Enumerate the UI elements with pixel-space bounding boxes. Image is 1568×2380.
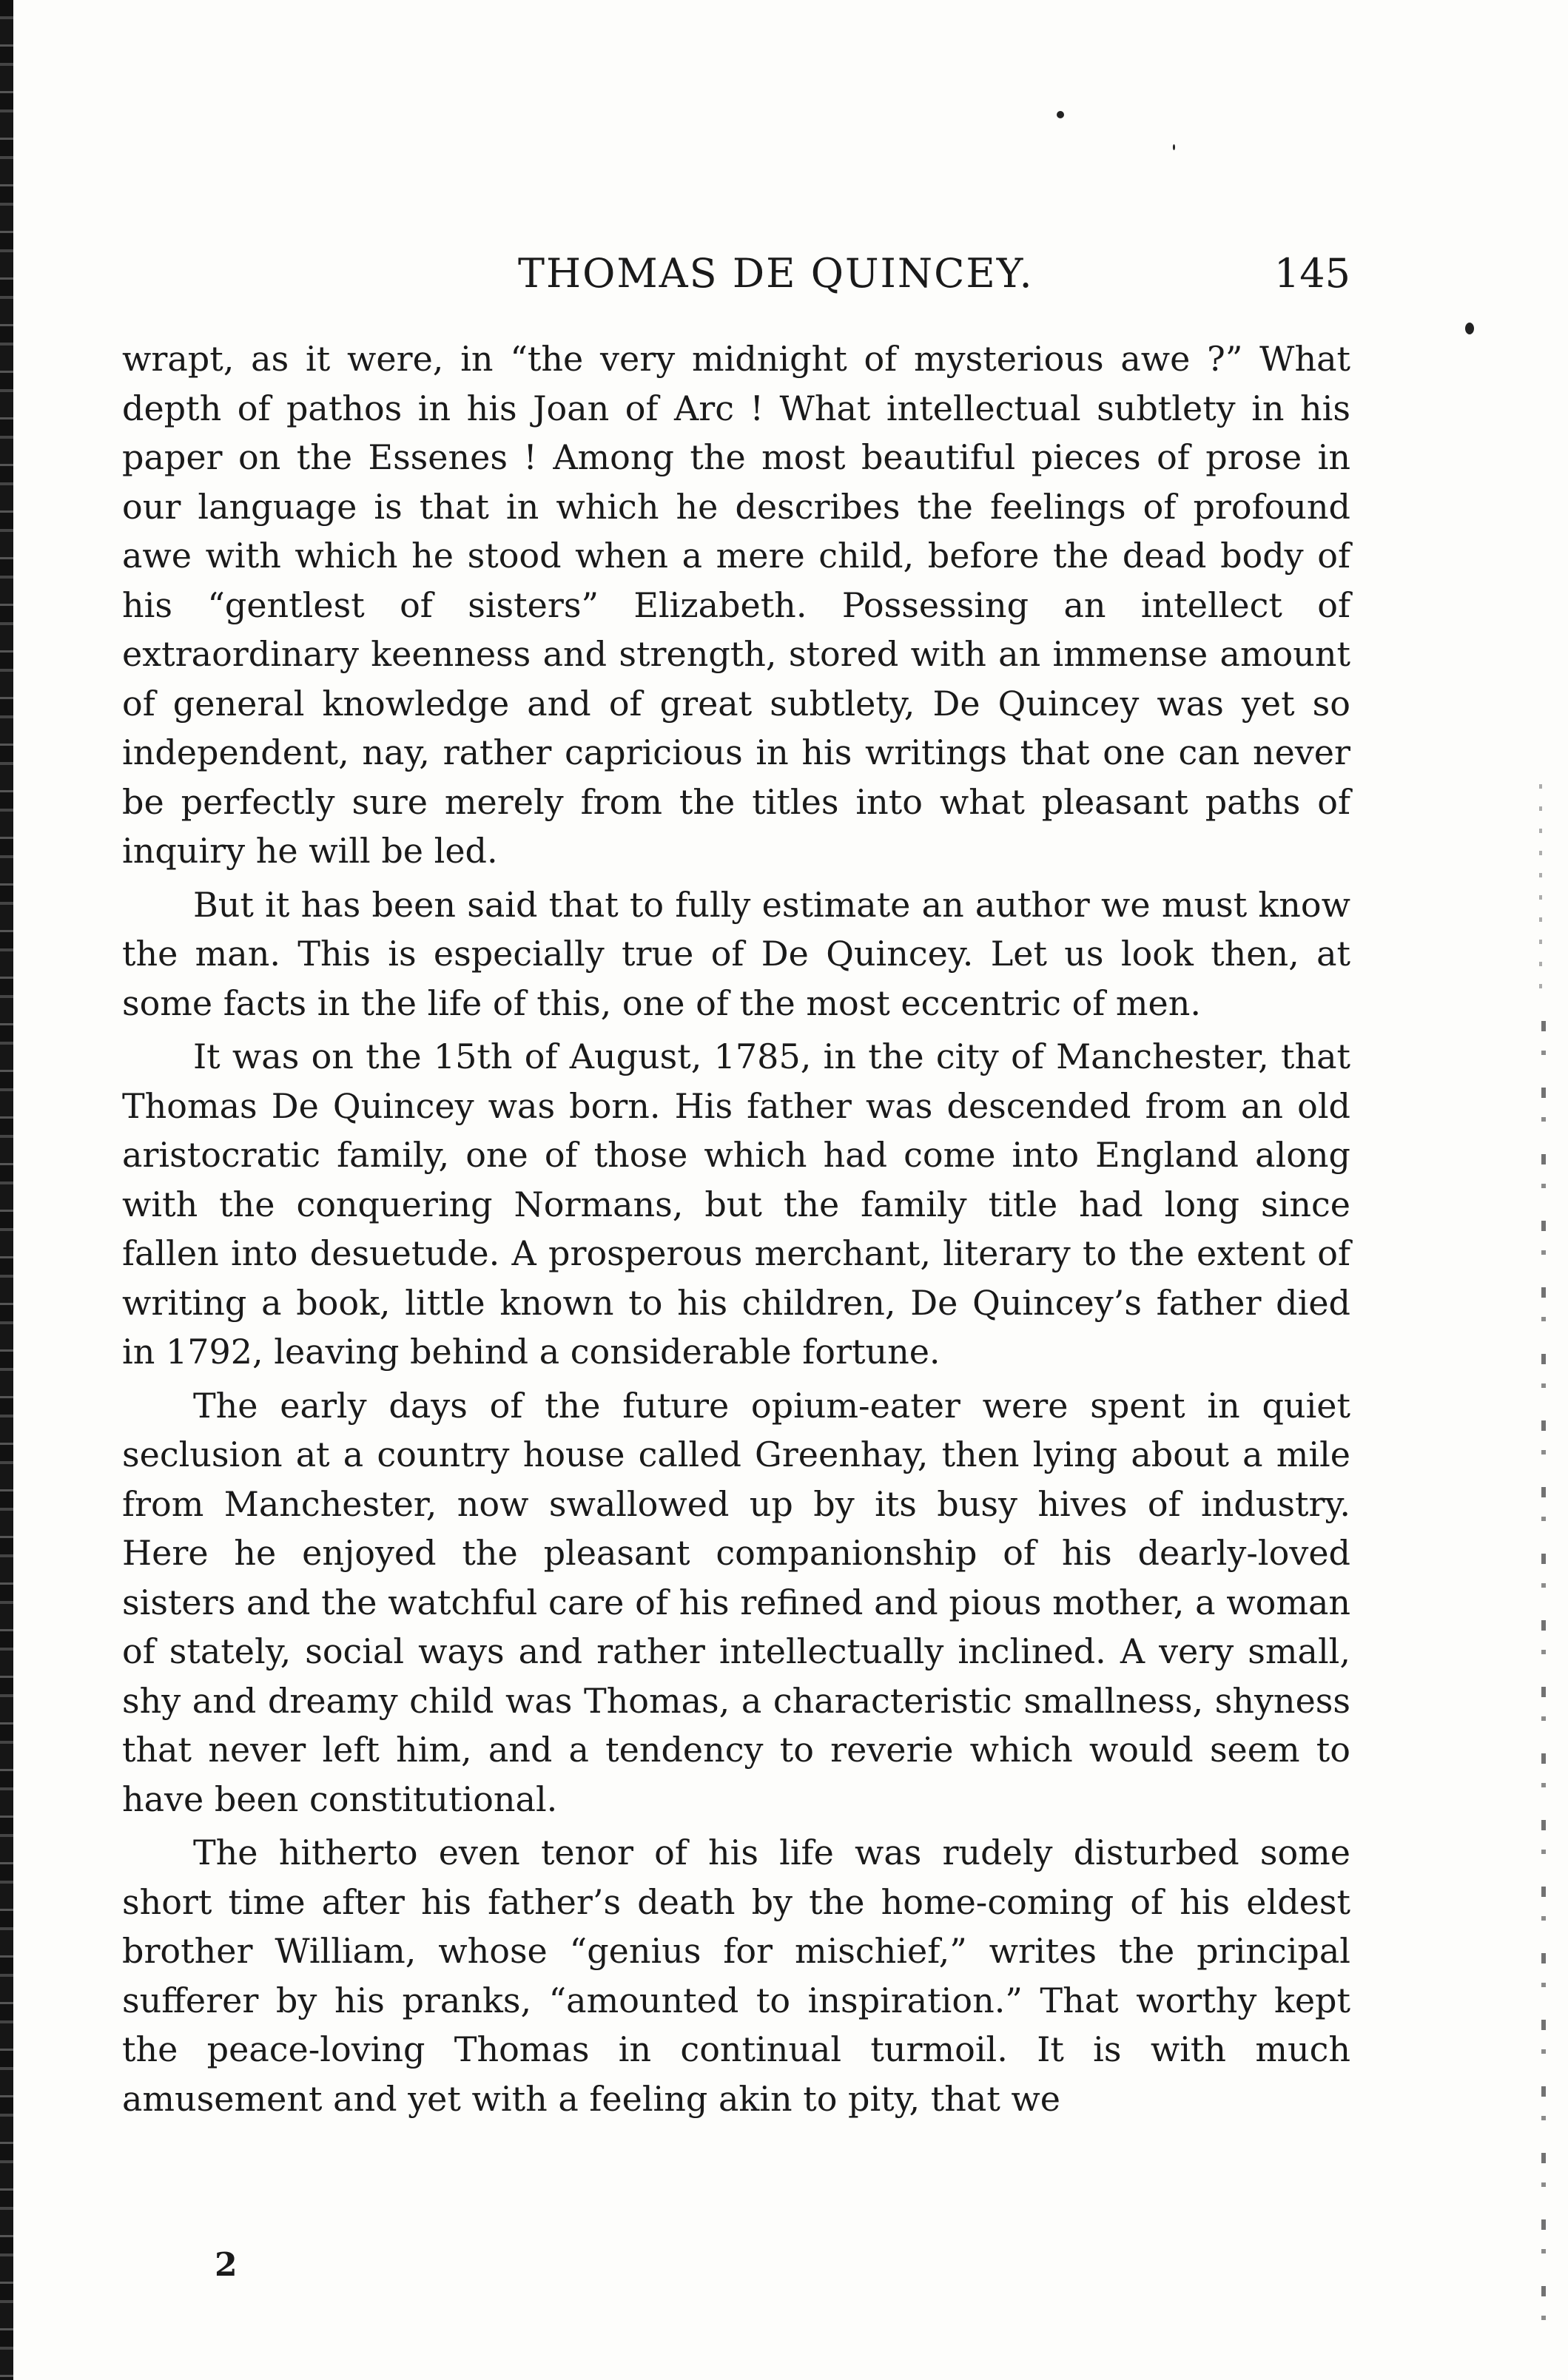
running-head: THOMAS DE QUINCEY.	[518, 250, 1034, 297]
page-header	[122, 244, 1350, 303]
scan-speck	[1057, 111, 1064, 118]
paragraph: It was on the 15th of August, 1785, in the city of Manchester, that Thomas De Quincey was born. His father was descended from an old aristocratic family, one of those which had come into England along with the conquering Normans, but the family title had long since fallen into desuetude. A prosperous merchant, literary to the extent of writing a book, little known to his children, De Quincey’s father died in 1792, leaving behind a considerable fortune.	[122, 1036, 1350, 1372]
signature-mark: 2	[215, 2246, 238, 2284]
scan-speck	[1173, 144, 1175, 150]
body-text	[122, 334, 1350, 2123]
scan-edge-marks	[1541, 1021, 1546, 2353]
scan-edge-marks-upper	[1539, 784, 1542, 1006]
page-number: 145	[1273, 250, 1350, 297]
scan-speck	[1465, 323, 1474, 334]
paragraph: But it has been said that to fully estimate an author we must know the man. This is especially true of De Quincey. Let us look then, at some facts in the life of this, one of the most eccentric of men.	[122, 884, 1350, 1023]
paragraph: The early days of the future opium-eater were spent in quiet seclusion at a country house called Greenhay, then lying about a mile from Manchester, now swallowed up by its busy hives of industry. Here he enjoyed the pleasant companionship of his dearly-loved sisters and the watchful care of his refined and pious mother, a woman of stately, social ways and rather intellectually inclined. A very small, shy and dreamy child was Thomas, a characteristic smallness, shyness that never left him, and a tendency to reverie which would seem to have been constitutional.	[122, 1385, 1350, 1819]
paragraph: The hitherto even tenor of his life was rudely disturbed some short time after his father’s death by the home-coming of his eldest brother William, whose “genius for mischief,” writes the principal sufferer by his pranks, “amounted to inspiration.” That worthy kept the peace-loving Thomas in continual turmoil. It is with much amusement and yet with a feeling akin to pity, that we	[122, 1833, 1350, 2119]
binding-edge	[0, 0, 13, 2380]
paragraph-continuation: wrapt, as it were, in “the very midnight of mysterious awe ?” What depth of pathos in his Joan of Arc ! What intellectual subtlety in his paper on the Essenes ! Among the most beautiful pieces of prose in our language is that in which he describes the feelings of profound awe with which he stood when a mere child, before the dead body of his “gentlest of sisters” Elizabeth. Possessing an intellect of extraordinary keenness and strength, stored with an immense amount of general knowledge and of great subtlety, De Quincey was yet so independent, nay, rather capricious in his writings that one can never be perfectly sure merely from the titles into what pleasant paths of inquiry he will be led.	[122, 339, 1350, 871]
